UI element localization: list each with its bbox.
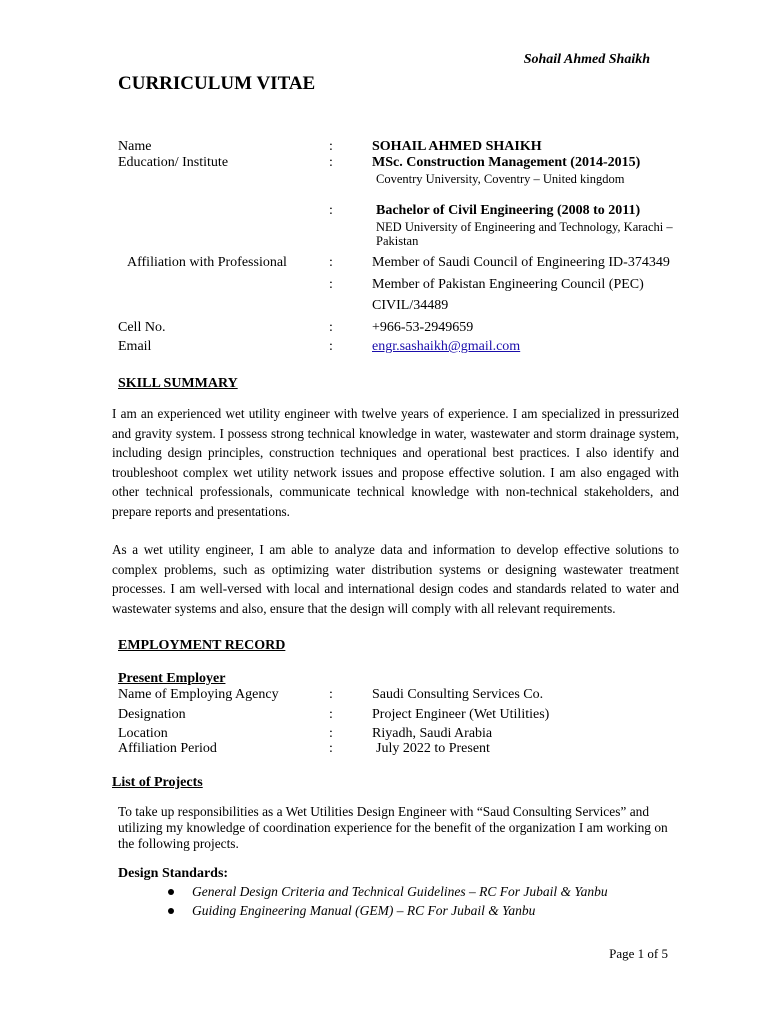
header-author: Sohail Ahmed Shaikh xyxy=(523,52,650,67)
colon: : xyxy=(329,726,333,741)
designation-value: Project Engineer (Wet Utilities) xyxy=(372,707,550,722)
edu1-institute: Coventry University, Coventry – United kingdom xyxy=(376,172,625,186)
period-label: Affiliation Period xyxy=(118,741,217,756)
cell-value: +966-53-2949659 xyxy=(372,320,474,335)
edu1-degree: MSc. Construction Management (2014-2015) xyxy=(372,155,641,170)
edu2-institute-line2: Pakistan xyxy=(376,234,419,248)
list-item xyxy=(168,901,608,920)
education-label: Education/ Institute xyxy=(118,155,229,170)
colon: : xyxy=(329,687,333,702)
page-number: Page 1 of 5 xyxy=(609,946,668,961)
location-label: Location xyxy=(118,726,168,741)
name-label: Name xyxy=(118,139,152,154)
edu2-institute-line1: NED University of Engineering and Technology, Karachi – xyxy=(376,220,673,234)
colon: : xyxy=(329,255,333,270)
colon: : xyxy=(329,139,333,154)
period-value: July 2022 to Present xyxy=(376,741,490,756)
name-value: SOHAIL AHMED SHAIKH xyxy=(372,139,542,154)
colon: : xyxy=(329,155,333,170)
agency-label: Name of Employing Agency xyxy=(118,687,279,702)
document-title: CURRICULUM VITAE xyxy=(118,73,316,94)
design-standards-heading: Design Standards: xyxy=(118,866,229,881)
agency-value: Saudi Consulting Services Co. xyxy=(372,687,544,702)
colon: : xyxy=(329,203,333,218)
colon: : xyxy=(329,339,333,354)
bullet-icon xyxy=(168,889,174,895)
projects-heading: List of Projects xyxy=(112,775,203,790)
skill-summary-heading: SKILL SUMMARY xyxy=(118,376,238,391)
colon: : xyxy=(329,741,333,756)
skill-summary-para-1: I am an experienced wet utility engineer with twelve years of experience. I am specialized in pressurized and gravity system. I possess strong technical knowledge in water, wastewater and storm drainage system, including design principles, construction techniques and operational best practices. I also identify and troubleshoot complex wet utility network issues and propose effective solution. I am also engaged with other technical professionals, communicate technical knowledge with non-technical stakeholders, and prepare reports and presentations. xyxy=(112,406,679,519)
list-item xyxy=(168,882,608,901)
bullet-icon xyxy=(168,908,174,914)
designation-label: Designation xyxy=(118,707,186,722)
skill-summary-para-2: As a wet utility engineer, I am able to analyze data and information to develop effective solutions to complex problems, such as optimizing water distribution systems or designing wastewater treatment processes. I am well-versed with local and international design codes and standards related to water and wastewater systems and also, ensure that the design will comply with all relevant requirements. xyxy=(112,542,679,616)
list-item-text: Guiding Engineering Manual (GEM) – RC For Jubail & Yanbu xyxy=(192,902,536,918)
projects-intro: To take up responsibilities as a Wet Utilities Design Engineer with “Saud Consulting Services” and utilizing my knowledge of coordination experience for the benefit of the organization I am working on the following projects. xyxy=(118,804,668,851)
list-item-text: General Design Criteria and Technical Guidelines – RC For Jubail & Yanbu xyxy=(192,883,608,899)
affiliation-1: Member of Saudi Council of Engineering ID-374349 xyxy=(372,255,670,270)
design-standards-list xyxy=(168,882,608,920)
edu2-degree: Bachelor of Civil Engineering (2008 to 2011) xyxy=(376,203,641,218)
colon: : xyxy=(329,277,333,292)
affiliation-2-line1: Member of Pakistan Engineering Council (PEC) xyxy=(372,277,644,292)
email-label: Email xyxy=(118,339,152,354)
cell-label: Cell No. xyxy=(118,320,166,335)
colon: : xyxy=(329,320,333,335)
affiliation-2-line2: CIVIL/34489 xyxy=(372,298,449,313)
location-value: Riyadh, Saudi Arabia xyxy=(372,726,493,741)
employment-heading: EMPLOYMENT RECORD xyxy=(118,638,286,653)
present-employer-heading: Present Employer xyxy=(118,671,226,686)
affiliation-label: Affiliation with Professional xyxy=(127,255,287,270)
colon: : xyxy=(329,707,333,722)
email-link[interactable]: engr.sashaikh@gmail.com xyxy=(372,339,521,354)
